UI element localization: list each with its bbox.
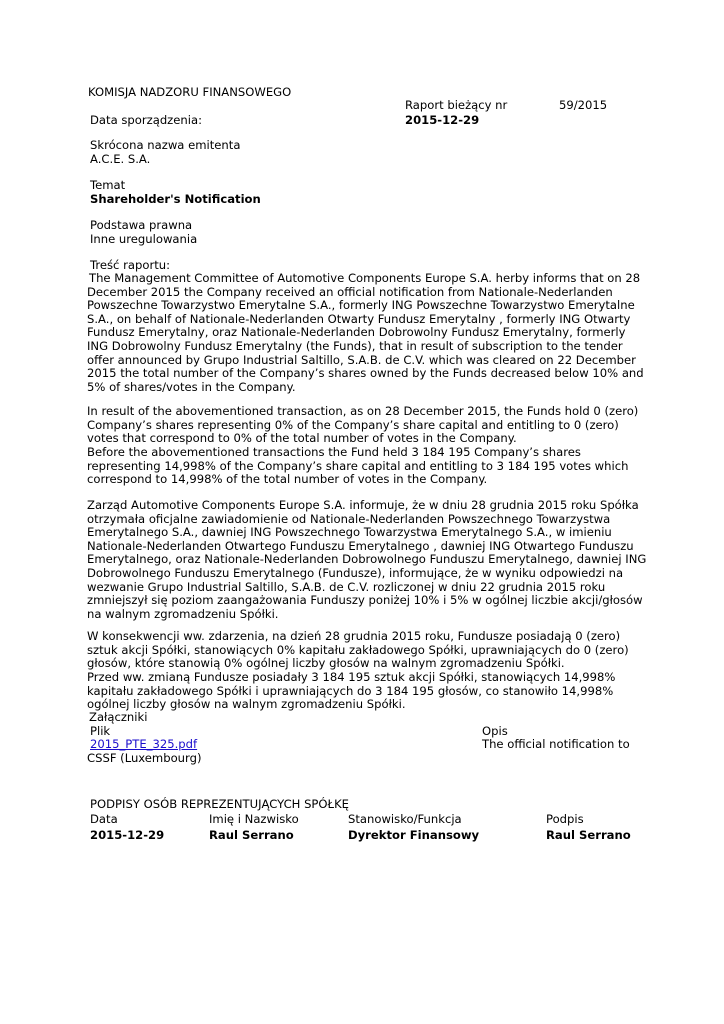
signature-date: 2015-12-29 [90,828,165,842]
paragraph-polish-2b: Przed ww. zmianą Fundusze posiadały 3 184 195 sztuk akcji Spółki, stanowiących 14,998% kapitału zakładowego Spółki i uprawniających do 3 184 195 głosów, co stanowiło 14,998% ogólnej liczby głosów na walnym zgromadzeniu Spółki. [87,670,616,712]
legal-basis-label: Podstawa prawna [90,218,193,232]
signature-position: Dyrektor Finansowy [348,828,480,842]
file-column-label: Plik [90,724,111,738]
attachment-description-continued: CSSF (Luxembourg) [87,751,202,765]
legal-basis-value: Inne uregulowania [90,232,198,246]
subject-label: Temat [90,178,126,192]
description-column-label: Opis [482,724,508,738]
issuer-value: A.C.E. S.A. [90,152,151,166]
report-number: 59/2015 [559,98,608,112]
signatures-header-date: Data [90,812,118,826]
paragraph-polish-1: Zarząd Automotive Components Europe S.A. informuje, że w dniu 28 grudnia 2015 roku Spółka otrzymała oficjalne zawiadomienie od Nationale-Nederlanden Powszechnego Towarzystwa Emerytalnego S.A., dawniej ING Powszechnego Towarzystwa Emerytalnego S.A., w imieniu Nationale-Nederlanden Otwartego Funduszu Emerytalnego , dawniej ING Otwartego Funduszu Emerytalnego, oraz Nationale-Nederlanden Dobrowolnego Funduszu Emerytalnego, dawniej ING Dobrowolnego Funduszu Emerytalnego (Fundusze), informujące, że w wyniku odpowiedzi na wezwanie Grupo Industrial Saltillo, S.A.B. de C.V. rozliczonej w dniu 22 grudnia 2015 roku zmniejszył się poziom zaangażowania Funduszy poniżej 10% i 5% w ogólnej liczbie akcji/głosów na walnym zgromadzeniu Spółki. [87,498,647,621]
paragraph-polish-2a: W konsekwencji ww. zdarzenia, na dzień 28 grudnia 2015 roku, Fundusze posiadają 0 (zero) sztuk akcji Spółki, stanowiących 0% kapitału zakładowego Spółki, uprawniających do 0 (zero) głosów, które stanowią 0% ogólnej liczby głosów na walnym zgromadzeniu Spółki. [87,629,629,671]
signatures-header-name: Imię i Nazwisko [209,812,299,826]
issuer-label: Skrócona nazwa emitenta [90,138,241,152]
signature-signer: Raul Serrano [546,828,631,842]
signatures-header-position: Stanowisko/Funkcja [348,812,462,826]
paragraph-english-2a: In result of the abovementioned transaction, as on 28 December 2015, the Funds hold 0 (zero) Company’s shares representing 0% of the Company’s share capital and entitling to 0 (zero) votes that correspond to 0% of the total number of votes in the Company. [87,404,639,446]
date-value: 2015-12-29 [405,113,480,127]
signature-name: Raul Serrano [209,828,294,842]
report-number-label: Raport bieżący nr [405,98,508,112]
attachment-file-link[interactable]: 2015_PTE_325.pdf [90,737,198,751]
attachment-description: The official notification to [482,737,630,751]
signatures-title: PODPISY OSÓB REPREZENTUJĄCYCH SPÓŁKĘ [90,797,349,811]
signatures-header-signature: Podpis [546,812,584,826]
date-label: Data sporządzenia: [90,113,202,127]
attachments-label: Załączniki [89,710,148,724]
paragraph-english-1: The Management Committee of Automotive Components Europe S.A. herby informs that on 28 December 2015 the Company received an official notification from Nationale-Nederlanden Powszechne Towarzystwo Emerytalne S.A., formerly ING Powszechne Towarzystwo Emerytalne S.A., on behalf of Nationale-Nederlanden Otwarty Fundusz Emerytalny , formerly ING Otwarty Fundusz Emerytalny, oraz Nationale-Nederlanden Dobrowolny Fundusz Emerytalny, formerly ING Dobrowolny Fundusz Emerytalny (the Funds), that in result of subscription to the tender offer announced by Grupo Industrial Saltillo, S.A.B. de C.V. which was cleared on 22 December 2015 the total number of the Company’s shares owned by the Funds decreased below 10% and 5% of shares/votes in the Company. [87,271,644,394]
paragraph-english-2b: Before the abovementioned transactions the Fund held 3 184 195 Company’s shares representing 14,998% of the Company’s share capital and entitling to 3 184 195 votes which correspond to 14,998% of the total number of votes in the Company. [87,445,629,487]
content-label: Treść raportu: [90,258,171,272]
subject-value: Shareholder's Notification [90,192,261,206]
authority-name: KOMISJA NADZORU FINANSOWEGO [88,85,292,99]
